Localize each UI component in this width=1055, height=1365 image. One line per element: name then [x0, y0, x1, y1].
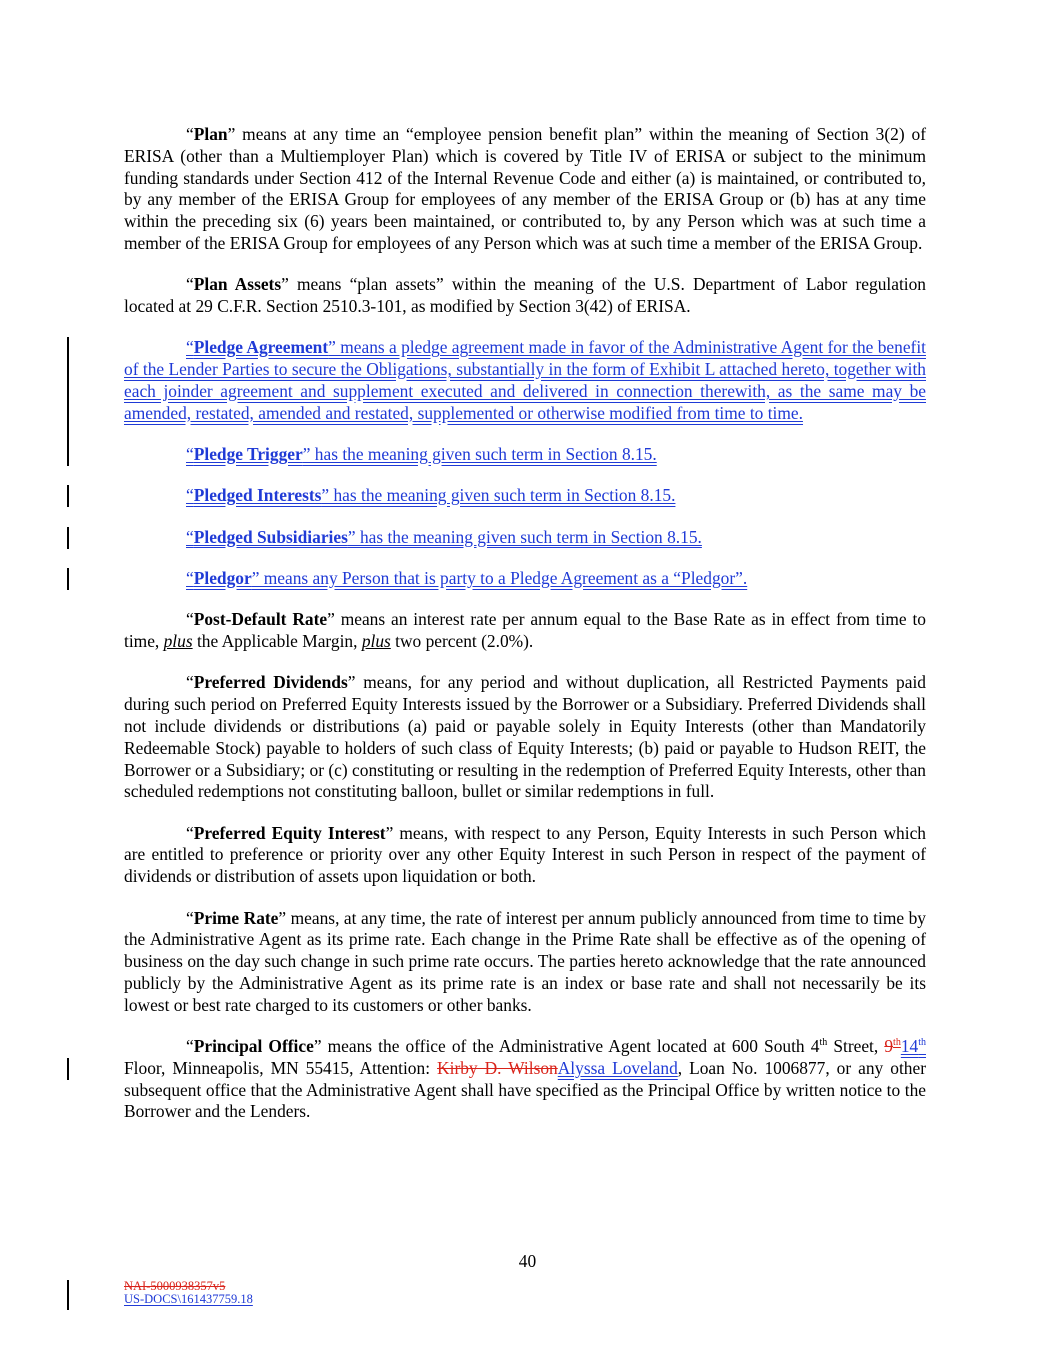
term-plan-assets: Plan Assets [193, 274, 282, 295]
document-body [124, 124, 926, 1143]
inserted-text: “Pledged Interests” has the meaning given such term in Section 8.15. [186, 485, 676, 506]
definition-prime-rate: “Prime Rate” means, at any time, the rate of interest per annum publicly announced from time to time by the Administrative Agent as its prime rate. Each change in the Prime Rate shall be effective as of the opening of business on the day such change in such prime rate occurs. The parties hereto acknowledge that the rate announced publicly by the Administrative Agent as its prime rate is an index or base rate and shall not necessarily be its lowest or best rate charged to its customers or other banks. [124, 907, 927, 1015]
definition-pledge-trigger [124, 444, 926, 466]
definition-pledge-agreement [124, 337, 926, 424]
inserted-text: Alyssa Loveland [557, 1057, 678, 1078]
definition-pledgor [124, 568, 926, 590]
definition-pledged-subsidiaries [124, 527, 926, 549]
deleted-text: 9th [884, 1036, 901, 1056]
change-bar [67, 1280, 69, 1310]
change-bar [67, 485, 69, 507]
term-pledged-subsidiaries: Pledged Subsidiaries [193, 526, 348, 547]
inserted-text: “Pledgor” means any Person that is party to a Pledge Agreement as a “Pledgor”. [186, 567, 748, 588]
term-preferred-dividends: Preferred Dividends [193, 672, 348, 693]
change-bar [67, 568, 69, 590]
definition-preferred-equity-interest: “Preferred Equity Interest” means, with respect to any Person, Equity Interests in such Person which are entitled to preference or priority over any other Equity Interest in such Person in respect of the payment of dividends or distribution of assets upon liquidation or both. [124, 822, 927, 887]
definition-plan-assets: “Plan Assets” means “plan assets” within the meaning of the U.S. Department of Labor regulation located at 29 C.F.R. Section 2510.3-101, as modified by Section 3(42) of ERISA. [124, 274, 926, 317]
term-pledged-interests: Pledged Interests [193, 485, 322, 506]
term-pledge-trigger: Pledge Trigger [193, 444, 303, 465]
definition-post-default-rate: “Post-Default Rate” means an interest rate per annum equal to the Base Rate as in effect from time to time, plus the Applicable Margin, plus two percent (2.0%). [124, 609, 926, 652]
definition-preferred-dividends: “Preferred Dividends” means, for any period and without duplication, all Restricted Payments paid during such period on Preferred Equity Interests issued by the Borrower or a Subsidiary. Preferred Dividends shall not include dividends or distributions (a) paid or payable solely in Equity Interests (other than Mandatorily Redeemable Stock) payable to holders of such class of Equity Interests; (b) paid or payable to Hudson REIT, the Borrower or a Subsidiary; or (c) constituting or resulting in the redemption of Preferred Equity Interests, other than scheduled redemptions not constituting balloon, bullet or similar redemptions in full. [124, 672, 926, 802]
term-plan: Plan [193, 124, 228, 144]
change-bar [67, 444, 69, 466]
inserted-text: “Pledged Subsidiaries” has the meaning given such term in Section 8.15. [186, 526, 702, 547]
inserted-text: “Pledge Trigger” has the meaning given such term in Section 8.15. [186, 444, 657, 465]
change-bar [67, 1058, 69, 1080]
inserted-text: 14th [900, 1036, 926, 1056]
term-preferred-equity-interest: Preferred Equity Interest [193, 822, 386, 843]
definition-pledged-interests [124, 485, 926, 507]
term-prime-rate: Prime Rate [193, 907, 279, 928]
definition-plan: “Plan” means at any time an “employee pension benefit plan” within the meaning of Section 3(2) of ERISA (other than a Multiemployer Plan) which is covered by Title IV of ERISA or subject to the minimum funding standards under Section 412 of the Internal Revenue Code and either (a) is maintained, or contributed to, by any member of the ERISA Group for employees of any member of the ERISA Group or (b) has at any time within the preceding six (6) years been maintained, or contributed to, by any Person which was at such time a member of the ERISA Group for employees of any Person which was at such time a member of the ERISA Group. [124, 124, 926, 253]
inserted-doc-id: US-DOCS\161437759.18 [124, 1292, 253, 1306]
term-pledgor: Pledgor [193, 567, 252, 588]
change-bar [67, 527, 69, 549]
term-post-default-rate: Post-Default Rate [193, 609, 328, 630]
change-bar [67, 337, 69, 445]
document-footer [124, 1280, 253, 1306]
deleted-text: Kirby D. Wilson [437, 1057, 558, 1078]
inserted-text: “Pledge Agreement” means a pledge agreement made in favor of the Administrative Agent for the benefit of the Lender Parties to secure the Obligations, substantially in the form of Exhibit L attached hereto, together with each joinder agreement and supplement executed and delivered in connection therewith, as the same may be amended, restated, amended and restated, supplemented or otherwise modified from time to time. [124, 337, 926, 423]
term-pledge-agreement: Pledge Agreement [193, 337, 329, 358]
page-number: 40 [518, 1251, 537, 1271]
term-principal-office: Principal Office [193, 1036, 314, 1056]
deleted-doc-id: NAI-5000938357v5 [124, 1279, 226, 1293]
definition-principal-office: “Principal Office” means the office of the Administrative Agent located at 600 South 4th Street, 9th14th Floor, Minneapolis, MN 55415, Attention: Kirby D. WilsonAlyssa Loveland, Loan No. 1006877, or any other subsequent office that the Administrative Agent shall have specified as the Principal Office by written notice to the Borrower and the Lenders. [124, 1036, 926, 1123]
